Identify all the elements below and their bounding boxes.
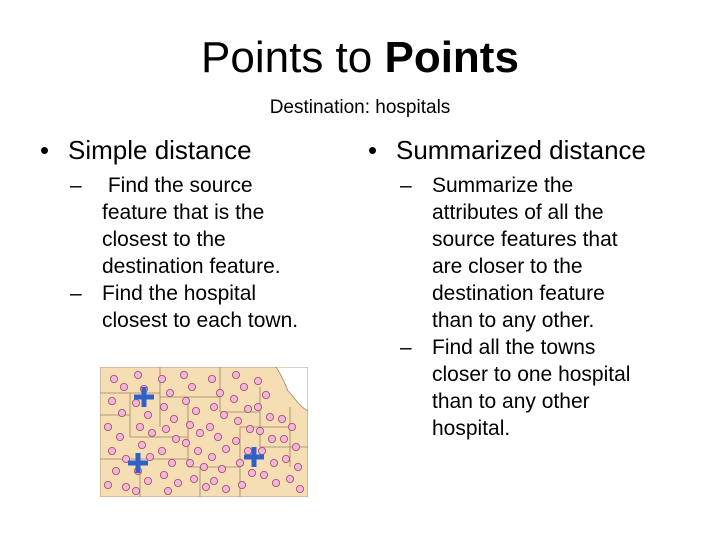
town-marker [134, 371, 141, 378]
town-marker [230, 395, 237, 402]
town-marker [222, 445, 229, 452]
town-marker [214, 433, 221, 440]
sub-line: are closer to the [432, 255, 583, 278]
town-marker [168, 459, 175, 466]
left-sub-item-2 [40, 280, 340, 334]
town-marker [248, 469, 255, 476]
town-marker [116, 433, 123, 440]
town-marker [170, 415, 177, 422]
town-marker [220, 411, 227, 418]
town-marker [132, 399, 139, 406]
right-heading-text: Summarized distance [396, 135, 646, 165]
town-marker [292, 443, 299, 450]
title-regular: Points to [201, 33, 385, 82]
town-marker [208, 375, 215, 382]
town-marker [144, 477, 151, 484]
sub-line: destination feature [432, 282, 605, 305]
town-marker [158, 375, 165, 382]
title-bold: Points [384, 33, 519, 82]
sub-line: closest to the [102, 228, 226, 251]
town-marker [160, 403, 167, 410]
dash: – [400, 174, 412, 197]
town-marker [282, 455, 289, 462]
town-marker [194, 447, 201, 454]
town-marker [240, 383, 247, 390]
town-marker [146, 453, 153, 460]
sub-line: Summarize the [432, 174, 574, 197]
town-marker [138, 441, 145, 448]
town-marker [296, 485, 303, 492]
town-marker [218, 465, 225, 472]
right-sub-item-1 [368, 172, 708, 334]
right-sub-list [368, 172, 708, 442]
sub-line: closest to each town. [102, 309, 299, 332]
town-marker [118, 409, 125, 416]
towns-hospitals-map [100, 367, 308, 497]
town-marker [158, 447, 165, 454]
town-marker [182, 439, 189, 446]
town-marker [288, 423, 295, 430]
town-marker [136, 423, 143, 430]
town-marker [110, 375, 117, 382]
sub-line: than to any other. [432, 309, 595, 332]
town-marker [244, 405, 251, 412]
bullet-dot: • [368, 135, 378, 165]
town-marker [186, 459, 193, 466]
town-marker [120, 383, 127, 390]
town-marker [232, 437, 239, 444]
town-marker [270, 459, 277, 466]
slide-title [0, 30, 720, 86]
left-column [40, 134, 340, 334]
town-marker [104, 481, 111, 488]
sub-line: Find the hospital [102, 282, 257, 305]
sub-line: hospital. [432, 417, 511, 440]
town-marker [200, 463, 207, 470]
town-marker [246, 425, 253, 432]
town-marker [234, 417, 241, 424]
left-sub-list [40, 172, 340, 334]
town-marker [222, 485, 229, 492]
town-marker [280, 435, 287, 442]
town-marker [286, 475, 293, 482]
town-marker [196, 429, 203, 436]
town-marker [258, 447, 265, 454]
sub-line: feature that is the [102, 201, 265, 224]
town-marker [244, 447, 251, 454]
town-marker [172, 435, 179, 442]
right-column [368, 134, 708, 442]
left-sub-item-1 [40, 172, 340, 280]
town-marker [232, 371, 239, 378]
left-heading [40, 134, 340, 166]
slide-subtitle: Destination: hospitals [269, 97, 451, 118]
sub-line: destination feature. [102, 255, 281, 278]
town-marker [262, 391, 269, 398]
town-marker [164, 487, 171, 494]
sub-line: Find all the towns [432, 336, 596, 359]
town-marker [162, 425, 169, 432]
town-marker [166, 389, 173, 396]
town-marker [108, 447, 115, 454]
bullet-dot: • [40, 135, 50, 165]
town-marker [268, 435, 275, 442]
town-marker [174, 479, 181, 486]
town-marker [202, 483, 209, 490]
town-marker [206, 423, 213, 430]
right-sub-item-2 [368, 334, 708, 442]
town-marker [216, 389, 223, 396]
town-marker [236, 459, 243, 466]
town-marker [266, 413, 273, 420]
sub-line: Find the source [102, 174, 253, 197]
town-marker [210, 477, 217, 484]
sub-line: attributes of all the [432, 201, 604, 224]
town-marker [112, 467, 119, 474]
town-marker [144, 411, 151, 418]
town-marker [104, 423, 111, 430]
right-heading [368, 134, 708, 166]
town-marker [190, 475, 197, 482]
sub-line: source features that [432, 228, 618, 251]
town-marker [132, 487, 139, 494]
town-marker [254, 403, 261, 410]
sub-line: closer to one hospital [432, 363, 631, 386]
town-marker [122, 483, 129, 490]
town-marker [294, 463, 301, 470]
town-marker [272, 479, 279, 486]
town-marker [192, 407, 199, 414]
town-marker [210, 403, 217, 410]
town-marker [160, 471, 167, 478]
town-marker [238, 481, 245, 488]
town-marker [256, 427, 263, 434]
dash: – [400, 336, 412, 359]
left-heading-text: Simple distance [68, 135, 252, 165]
dash: – [70, 174, 82, 197]
map-land [100, 367, 308, 497]
town-marker [108, 397, 115, 404]
sub-line: than to any other [432, 390, 590, 413]
town-marker [148, 429, 155, 436]
town-marker [186, 421, 193, 428]
town-marker [188, 383, 195, 390]
dash: – [70, 282, 82, 305]
town-marker [180, 371, 187, 378]
town-marker [278, 415, 285, 422]
town-marker [208, 453, 215, 460]
town-marker [254, 377, 261, 384]
town-marker [260, 471, 267, 478]
town-marker [182, 397, 189, 404]
